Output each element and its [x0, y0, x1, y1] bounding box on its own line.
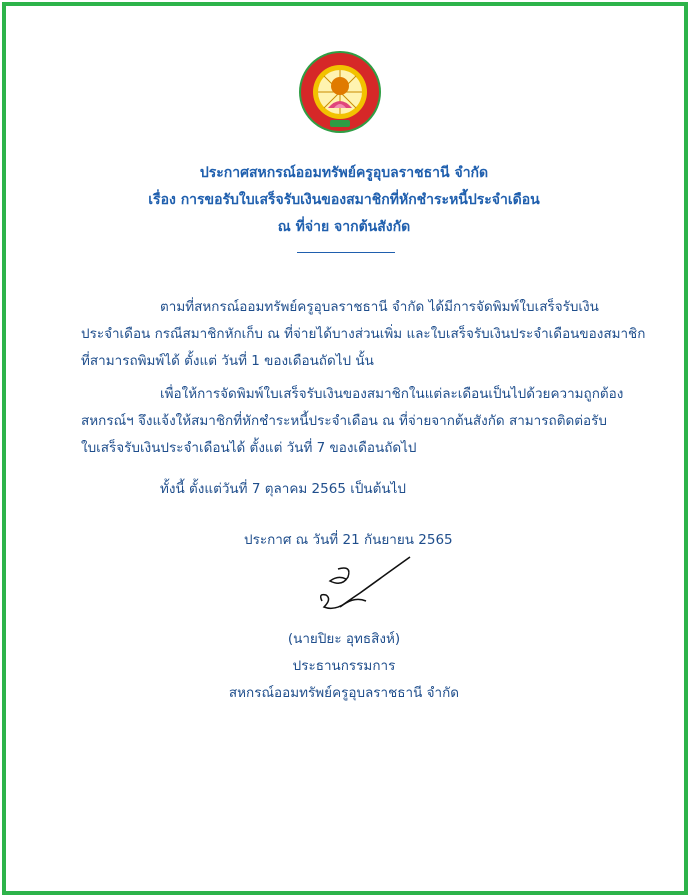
paragraph-2-line-1: เพื่อให้การจัดพิมพ์ใบเสร็จรับเงินของสมาชิกในแต่ละเดือนเป็นไปด้วยความถูกต้อง — [160, 386, 624, 402]
cooperative-seal-logo — [298, 50, 382, 134]
effective-date-line: ทั้งนี้ ตั้งแต่วันที่ 7 ตุลาคม 2565 เป็นต้นไป — [160, 481, 406, 497]
title-line-1: ประกาศสหกรณ์ออมทรัพย์ครูอุบลราชธานี จำกัด — [199, 165, 489, 181]
paragraph-2-line-2: สหกรณ์ฯ จึงแจ้งให้สมาชิกที่หักชำระหนี้ประจำเดือน ณ ที่จ่ายจากต้นสังกัด สามารถติดต่อรับ — [81, 413, 607, 429]
paragraph-1-line-1: ตามที่สหกรณ์ออมทรัพย์ครูอุบลราชธานี จำกัด ได้มีการจัดพิมพ์ใบเสร็จรับเงิน — [160, 299, 599, 315]
signer-organization: สหกรณ์ออมทรัพย์ครูอุบลราชธานี จำกัด — [228, 685, 460, 701]
title-line-3: ณ ที่จ่าย จากต้นสังกัด — [277, 219, 411, 235]
paragraph-2-line-3: ใบเสร็จรับเงินประจำเดือนได้ ตั้งแต่ วันที่ 7 ของเดือนถัดไป — [81, 440, 417, 456]
title-underline — [297, 252, 395, 253]
paragraph-1-line-3: ที่สามารถพิมพ์ได้ ตั้งแต่ วันที่ 1 ของเดือนถัดไป นั้น — [81, 353, 374, 369]
announcement-date: ประกาศ ณ วันที่ 21 กันยายน 2565 — [244, 532, 453, 548]
handwritten-signature — [312, 555, 416, 615]
signer-position: ประธานกรรมการ — [292, 658, 396, 674]
title-line-2: เรื่อง การขอรับใบเสร็จรับเงินของสมาชิกที่หักชำระหนี้ประจำเดือน — [148, 192, 540, 208]
paragraph-1-line-2: ประจำเดือน กรณีสมาชิกหักเก็บ ณ ที่จ่ายได้บางส่วนเพิ่ม และใบเสร็จรับเงินประจำเดือนของสมาชิก — [81, 326, 646, 342]
signer-name: (นายปิยะ อุทธสิงห์) — [287, 631, 401, 647]
